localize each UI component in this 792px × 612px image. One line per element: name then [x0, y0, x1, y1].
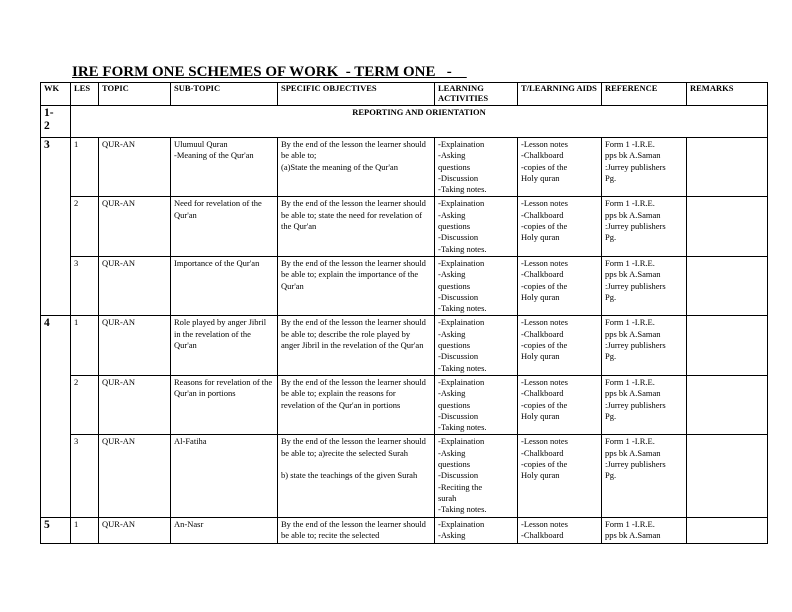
reference-cell: Form 1 -I.R.E. pps bk A.Saman :Jurrey publishers Pg. [602, 138, 687, 197]
remarks-cell [687, 375, 768, 434]
remarks-cell [687, 138, 768, 197]
subtopic-cell: Al-Fatiha [171, 435, 278, 517]
aids-cell: -Lesson notes -Chalkboard -copies of the Holy quran [518, 256, 602, 315]
subtopic-cell: Importance of the Qur'an [171, 256, 278, 315]
reference-cell: Form 1 -I.R.E. pps bk A.Saman :Jurrey publishers Pg. [602, 375, 687, 434]
activities-cell: -Explaination -Asking questions -Discussion -Reciting the surah -Taking notes. [435, 435, 518, 517]
subtopic-cell: Reasons for revelation of the Qur'an in portions [171, 375, 278, 434]
lesson-number: 2 [71, 375, 99, 434]
reference-cell: Form 1 -I.R.E. pps bk A.Saman :Jurrey publishers Pg. [602, 197, 687, 256]
topic-cell: QUR-AN [99, 375, 171, 434]
week-number: 5 [41, 517, 71, 543]
remarks-cell [687, 256, 768, 315]
aids-cell: -Lesson notes -Chalkboard -copies of the Holy quran [518, 197, 602, 256]
column-header-reference: REFERENCE [602, 83, 687, 106]
aids-cell: -Lesson notes -Chalkboard -copies of the Holy quran [518, 435, 602, 517]
lesson-number: 3 [71, 435, 99, 517]
objectives-cell: By the end of the lesson the learner should be able to; explain the reasons for revelation of the Qur'an in portions [278, 375, 435, 434]
topic-cell: QUR-AN [99, 316, 171, 375]
lesson-number: 2 [71, 197, 99, 256]
aids-cell: -Lesson notes -Chalkboard -copies of the Holy quran [518, 375, 602, 434]
lesson-row [41, 435, 768, 517]
banner-cell: REPORTING AND ORIENTATION [71, 106, 768, 138]
objectives-cell: By the end of the lesson the learner should be able to; state the need for revelation of the Qur'an [278, 197, 435, 256]
week-number: 3 [41, 138, 71, 316]
column-header-objectives: SPECIFIC OBJECTIVES [278, 83, 435, 106]
column-header-subtopic: SUB-TOPIC [171, 83, 278, 106]
remarks-cell [687, 316, 768, 375]
subtopic-cell: An-Nasr [171, 517, 278, 543]
reference-cell: Form 1 -I.R.E. pps bk A.Saman :Jurrey publishers Pg. [602, 316, 687, 375]
aids-cell: -Lesson notes -Chalkboard -copies of the Holy quran [518, 138, 602, 197]
aids-cell: -Lesson notes -Chalkboard -copies of the Holy quran [518, 316, 602, 375]
remarks-cell [687, 197, 768, 256]
topic-cell: QUR-AN [99, 517, 171, 543]
lesson-number: 1 [71, 138, 99, 197]
lesson-row [41, 316, 768, 375]
column-header-les: LES [71, 83, 99, 106]
lesson-row [41, 256, 768, 315]
aids-cell: -Lesson notes -Chalkboard [518, 517, 602, 543]
column-header-topic: TOPIC [99, 83, 171, 106]
banner-row [41, 106, 768, 138]
objectives-cell: By the end of the lesson the learner should be able to; (a)State the meaning of the Qur'an [278, 138, 435, 197]
column-header-activities: LEARNING ACTIVITIES [435, 83, 518, 106]
document-title: IRE FORM ONE SCHEMES OF WORK - TERM ONE - [72, 64, 467, 80]
week-number: 1- 2 [44, 107, 54, 132]
column-header-aids: T/LEARNING AIDS [518, 83, 602, 106]
column-header-wk: WK [41, 83, 71, 106]
lesson-number: 3 [71, 256, 99, 315]
subtopic-cell: Need for revelation of the Qur'an [171, 197, 278, 256]
lesson-row [41, 138, 768, 197]
remarks-cell [687, 435, 768, 517]
lesson-number: 1 [71, 517, 99, 543]
topic-cell: QUR-AN [99, 256, 171, 315]
remarks-cell [687, 517, 768, 543]
activities-cell: -Explaination -Asking questions -Discussion -Taking notes. [435, 197, 518, 256]
activities-cell: -Explaination -Asking questions -Discussion -Taking notes. [435, 138, 518, 197]
header-row [41, 83, 768, 106]
week-cell [41, 106, 71, 138]
table-body [41, 106, 768, 544]
column-header-remarks: REMARKS [687, 83, 768, 106]
topic-cell: QUR-AN [99, 197, 171, 256]
activities-cell: -Explaination -Asking [435, 517, 518, 543]
subtopic-cell: Ulumuul Quran -Meaning of the Qur'an [171, 138, 278, 197]
reference-cell: Form 1 -I.R.E. pps bk A.Saman [602, 517, 687, 543]
subtopic-cell: Role played by anger Jibril in the revelation of the Qur'an [171, 316, 278, 375]
reference-cell: Form 1 -I.R.E. pps bk A.Saman :Jurrey publishers Pg. [602, 256, 687, 315]
week-number: 4 [41, 316, 71, 517]
lesson-row [41, 517, 768, 543]
topic-cell: QUR-AN [99, 435, 171, 517]
objectives-cell: By the end of the lesson the learner should be able to; describe the role played by anger Jibril in the revelation of the Qur'an [278, 316, 435, 375]
objectives-cell: By the end of the lesson the learner should be able to; recite the selected [278, 517, 435, 543]
topic-cell: QUR-AN [99, 138, 171, 197]
lesson-row [41, 197, 768, 256]
activities-cell: -Explaination -Asking questions -Discussion -Taking notes. [435, 256, 518, 315]
objectives-cell: By the end of the lesson the learner should be able to; a)recite the selected Surah b) state the teachings of the given Surah [278, 435, 435, 517]
activities-cell: -Explaination -Asking questions -Discussion -Taking notes. [435, 375, 518, 434]
activities-cell: -Explaination -Asking questions -Discussion -Taking notes. [435, 316, 518, 375]
objectives-cell: By the end of the lesson the learner should be able to; explain the importance of the Qur'an [278, 256, 435, 315]
reference-cell: Form 1 -I.R.E. pps bk A.Saman :Jurrey publishers Pg. [602, 435, 687, 517]
lesson-number: 1 [71, 316, 99, 375]
schemes-of-work-table [40, 82, 768, 544]
lesson-row [41, 375, 768, 434]
